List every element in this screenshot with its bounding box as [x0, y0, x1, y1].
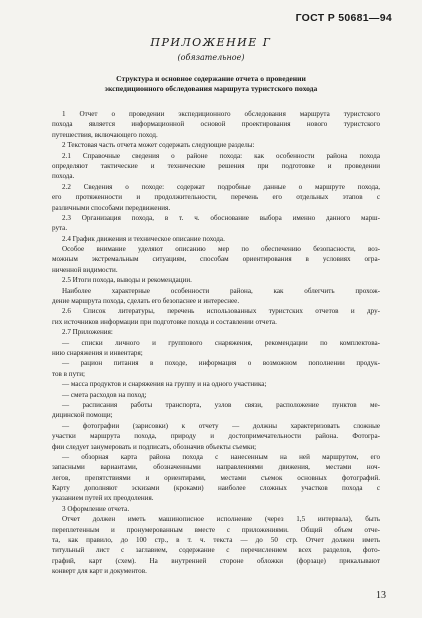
- body-line: нию снаряжения и инвентаря;: [52, 348, 143, 357]
- body-line: Отчет должен иметь машинописное исполнение (через 1,5 интервала), быть: [62, 515, 380, 524]
- body-line: — обзорная карта района похода с нанесенным на ней маршрутом, его: [62, 452, 380, 461]
- body-line: похода.: [52, 172, 75, 181]
- body-line: запасными вариантами, обозначенными направлениями движения, местами ноч-: [52, 463, 380, 472]
- body-line: легов, препятствиями и ориентирами, местами съемок основных фотографий.: [52, 473, 380, 482]
- body-line: графий, карт (схем). На внутренней стороне обложки (форзаце) прикалывают: [52, 556, 380, 565]
- body-line: гих источников информации при подготовке похода и составлении отчета.: [52, 317, 277, 326]
- body-line: Особое внимание уделяют описанию мер по обеспечению безопасности, воз-: [62, 245, 380, 254]
- page-number: 13: [376, 590, 386, 601]
- body-line: участки маршрута похода, природу и достопримечательности района. Фотогра-: [52, 432, 380, 441]
- body-line: тов в пути;: [52, 369, 86, 378]
- body-text: [52, 109, 380, 577]
- body-line: дение маршрута похода, сделать его безопаснее и интереснее.: [52, 297, 240, 306]
- body-line: титульный лист с заглавием, содержание с перечислением всех разделов, фото-: [52, 546, 380, 555]
- body-line: рута.: [52, 224, 68, 233]
- body-line: похода является информационной основой проектирования нового туристского: [52, 120, 380, 129]
- body-line: 2.7 Приложения:: [62, 328, 113, 337]
- body-line: — расписания работы транспорта, узлов связи, расположение пунктов ме-: [62, 400, 380, 409]
- body-line: переплетенным и пронумерованным вместе с приложениями. Общий объем отче-: [52, 525, 380, 534]
- body-line: 2.2 Сведения о походе: содержат подробные данные о маршруте похода,: [62, 182, 380, 191]
- appendix-title: ПРИЛОЖЕНИЕ Г: [150, 36, 272, 49]
- body-line: 2 Текстовая часть отчета может содержать следующие разделы:: [62, 141, 255, 150]
- body-line: можным экстремальным ситуациям, способам ориентирования в условиях огра-: [52, 255, 380, 264]
- body-line: — списки личного и группового снаряжения, рекомендации по комплектова-: [62, 338, 380, 347]
- body-line: 2.4 График движения и техническое описание похода.: [62, 234, 225, 243]
- section-title-line: Структура и основное содержание отчета о проведении: [116, 74, 306, 83]
- body-line: — смета расходов на поход;: [62, 390, 147, 399]
- section-title: [50, 74, 372, 94]
- body-line: — рацион питания в походе, информация о возможном пополнении продук-: [62, 359, 380, 368]
- body-line: указанием путей их преодоления.: [52, 494, 154, 503]
- body-line: путешествия, включающего поход.: [52, 130, 158, 139]
- body-line: 2.6 Список литературы, перечень использованных туристских отчетов и дру-: [62, 307, 380, 316]
- body-line: его протяженности и продолжительности, перечень его отдельных этапов с: [52, 193, 380, 202]
- body-line: 2.3 Организация похода, в т. ч. обоснование выбора именно данного марш-: [62, 213, 380, 222]
- body-line: фии следует занумеровать и подписать, обозначив объекты съемки;: [52, 442, 257, 451]
- standard-header: ГОСТ Р 50681—94: [295, 12, 392, 24]
- section-title-line: экспедиционного обследования маршрута туристского похода: [104, 84, 318, 93]
- body-line: различными способами передвижения.: [52, 203, 171, 212]
- body-line: Карту дополняют эскизами (кроками) наиболее сложных участков похода с: [52, 484, 380, 493]
- body-line: 2.5 Итоги похода, выводы и рекомендации.: [62, 276, 192, 285]
- body-line: ниченной видимости.: [52, 265, 118, 274]
- body-line: — масса продуктов и снаряжения на группу и на одного участника;: [62, 380, 267, 389]
- body-line: — фотографии (зарисовки) к отчету — должны характеризовать сложные: [62, 421, 380, 430]
- body-line: та, как правило, до 100 стр., в т. ч. текста — до 50 стр. Отчет должен иметь: [52, 536, 380, 545]
- body-line: определяют тактические и технические решения при подготовке и проведении: [52, 161, 380, 170]
- body-line: 2.1 Справочные сведения о районе похода: как особенности района похода: [62, 151, 380, 160]
- body-line: Наиболее характерные особенности района, как облегчить прохож-: [62, 286, 380, 295]
- body-line: конверт для карт и документов.: [52, 567, 147, 576]
- body-line: 1 Отчет о проведении экспедиционного обследования маршрута туристского: [62, 110, 380, 118]
- appendix-subtitle: (обязательное): [177, 53, 245, 62]
- body-line: дицинской помощи;: [52, 411, 113, 420]
- body-line: 3 Оформление отчета.: [62, 504, 130, 513]
